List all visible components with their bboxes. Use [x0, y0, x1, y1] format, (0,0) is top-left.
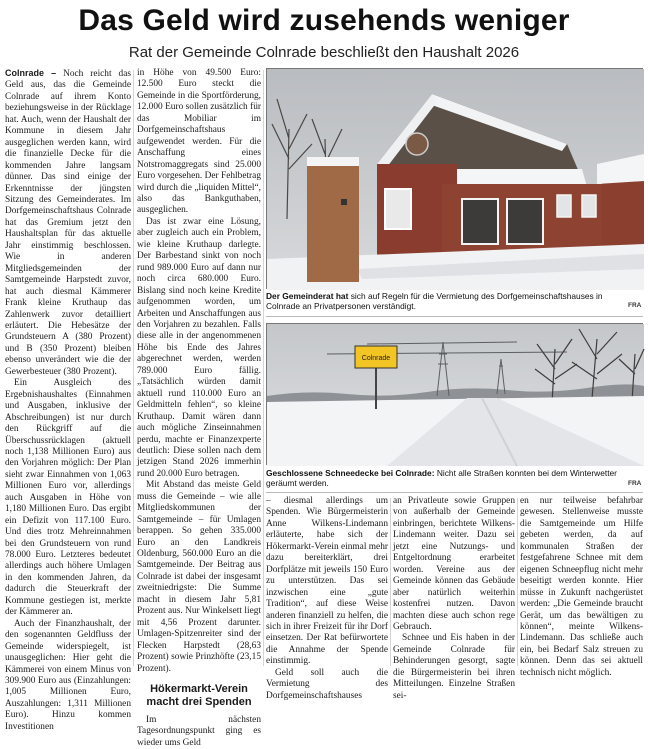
article-subheadline: Rat der Gemeinde Colnrade beschließt den Haushalt 2026 [128, 44, 520, 61]
paragraph: Auch der Finanzhaushalt, der den sogenannten Geldfluss der Gemeinde widerspiegelt, ist unausgeglichen: Hier geht die Kämmerei von einem Minus von 309.900 Euro aus (Einzahlungen: 1,005 Millionen Euro, Auszahlungen: 1,311 Millionen Euro). Hinzu kommen Investitionen [5, 618, 131, 732]
paragraph: Das ist zwar eine Lösung, aber zugleich auch ein Problem, wie kleine Kruthaup darlegte. Der Barbestand sinkt von noch rund 989.000 Euro auf dann nur noch circa 680.000 Euro. Bislang sind noch keine Kredite aufgenommen worden, um Arbeiten und Anschaffungen aus den Vorjahren zu bezahlen. Falls diese alle in der angenommenen Höhe bis Ende des Jahres abgerechnet werden, werden 789.000 Euro fällig. „Tatsächlich würden damit aktuell rund 110.000 Euro an Geldmitteln fehlen“, so kleine Kruthaup. Damit wären dann auch mögliche Zinseinnahmen perdu, machte er Finanzexperte deutlich: Diese sollen nach dem jetzigen Stand 2026 immerhin rund 20.000 Euro betragen. [137, 216, 261, 479]
paragraph: Im nächsten Tagesordnungspunkt ging es wieder ums Geld [137, 715, 261, 748]
section-subhead: Hökermarkt-Verein macht drei Spenden [146, 683, 252, 709]
photo-credit: FRA [628, 302, 642, 309]
column-divider [390, 498, 391, 666]
community-house-image [267, 69, 644, 290]
paragraph: Ein Ausgleich des Ergebnishaushaltes (Einnahmen und Ausgaben, inklusive der Abschreibungen) ist nur durch den Rückgriff auf die Überschussrücklagen (aktuell noch 1,138 Millionen Euro) aus den Vorjahren möglich: Der Plan sieht zwar Einnahmen von 1,063 Millionen Euro vor, allerdings auch Ausgaben in Höhe von 1,180 Millionen Euro. Das ergibt ein Defizit von 117.100 Euro. Und dies trotz Mehreinnahmen bei den Grundsteuern von rund 78.000 Euro. Letzteres bedeutet allerdings auch höhere Umlagen in den kommenden Jahren, da dadurch die Steuerkraft der Kommune gestiegen ist, merkte der Kämmerer an. [5, 378, 131, 618]
article-column-2 [137, 68, 261, 748]
photo-caption [266, 291, 621, 312]
paragraph: – diesmal allerdings um Spenden. Wie Bürgermeisterin Anne Wilkens-Lindemann erläuterte, habe sich der Hökermarkt-Verein einmal mehr dazu bereiterklärt, drei Dorfplätze mit jeweils 150 Euro zu unterstützen. Das sei inzwischen eine „gute Tradition“, auf diese Weise anderen finanziell zu helfen, die sich in ihrer Freizeit für ihr Dorf einsetzen. Der Rat befürwortete die Annahme der Spende einstimmig. [266, 496, 388, 667]
paragraph: an Privatleute sowie Gruppen von außerhalb der Gemeinde einbringen, berichtete Wilkens-Lindemann weiter. Dazu sei jetzt eine Nutzungs- und Entgeltordnung erarbeitet worden. Vereine aus der Gemeinde können das Gebäude aber natürlich weiterhin kostenfrei nutzen. Davon machten diese auch schon rege Gebrauch. [393, 496, 515, 632]
article-column-3 [266, 496, 388, 701]
paragraph: Geld soll auch die Vermietung des Dorfgemeinschaftshauses [266, 667, 388, 701]
caption-text: sich auf Regeln für die Vermietung des Dorfgemeinschaftshauses in Colnrade an Privatpersonen verständigt. [266, 291, 603, 312]
article-column-1 [5, 68, 131, 732]
paragraph: in Höhe von 49.500 Euro: 12.500 Euro steckt die Gemeinde in die Sportförderung, 12.000 Euro sollen zusätzlich für das Mobiliar im Dorfgemeinschaftshaus aufgewendet werden. Für die Anschaffung eines Notstromaggregats sind 25.000 Euro vorgesehen. Der Fehlbetrag wird durch die „liquiden Mittel“, also das Bankguthaben, ausgeglichen. [137, 68, 261, 216]
column-divider [263, 70, 264, 666]
photo-credit: FRA [628, 480, 642, 487]
dateline: Colnrade – [5, 68, 57, 78]
photo-snow-road [266, 323, 643, 465]
paragraph: Colnrade – Noch reicht das Geld aus, das die Gemeinde Colnrade auf ihrem Konto beziehungsweise in der Rücklage hat. Auch, wenn der Haushalt der Kommune in diesem Jahr ausgeglichen werden kann, wird die finanzielle Decke für die kommenden Jahre langsam dünner. Das sind einige der Erkenntnisse der jüngsten Sitzung des Gemeinderates. Im Dorfgemeinschaftshaus Colnrade hat das Gremium jetzt den Haushaltsplan für das aktuelle Jahr einstimmig beschlossen. Wie in anderen Mitgliedsgemeinden der Samtgemeinde Harpstedt zuvor, hat auch diesmal Kämmerer Frank kleine Kruthaup das Zahlenwerk zuvor detailliert erläutert. Die Hebesätze der Grundsteuern A (380 Prozent) und B (350 Prozent) bleiben ebenso unverändert wie die der Gewerbesteuer (380 Prozent). [5, 68, 131, 377]
paragraph: en nur teilweise befahrbar gewesen. Stellenweise musste die Samtgemeinde um Hilfe gebeten werden, da auf kommunalen Straßen der festgefahrene Schnee mit dem eigenen Schneepflug nicht mehr beseitigt werden konnte. Hier müsse in Zukunft nachgerüstet werden: „Die Gemeinde braucht Gerät, um das bewältigen zu können“, meinte Wilkens-Lindemann. Das schließe auch ein, bei Bedarf Salz streuen zu können. Denn das sei aktuell technisch nicht möglich. [520, 496, 643, 678]
column-divider [133, 70, 134, 666]
article-column-5 [520, 496, 643, 678]
caption-divider [266, 492, 643, 493]
photo-community-house [266, 68, 643, 289]
paragraph: Mit Abstand das meiste Geld muss die Gemeinde – wie alle Mitgliedskommunen der Samtgemeinde – für Umlagen berappen. So gehen 335.000 Euro an den Landkreis Oldenburg, 560.000 Euro an die Samtgemeinde. Der Beitrag aus Colnrade ist dabei der insgesamt zweitniedrigste: Die Summe macht in diesem Jahr 5,81 Prozent aus. Nur Winkelsett liegt mit 4,56 Prozent darunter. Umlagen-Spitzenreiter sind der Flecken Harpstedt (28,63 Prozent) sowie Prinzhöfte (23,15 Prozent). [137, 480, 261, 674]
paragraph: Schnee und Eis haben in der Gemeinde Colnrade für Behinderungen gesorgt, sagte die Bürgermeisterin bei ihren Mitteilungen. Einzelne Straßen sei- [393, 633, 515, 701]
caption-lead: Der Gemeinderat hat [266, 291, 349, 301]
article-column-4 [393, 496, 515, 701]
photo-caption [266, 468, 628, 489]
caption-text: Nicht alle Straßen konnten bei dem Winterwetter geräumt werden. [266, 468, 617, 489]
caption-divider [266, 316, 643, 317]
article-headline: Das Geld wird zusehends weniger [78, 4, 570, 37]
place-sign-text: Colnrade [361, 355, 391, 362]
snow-road-image [267, 324, 644, 466]
caption-lead: Geschlossene Schneedecke bei Colnrade: [266, 468, 435, 478]
column-divider [517, 498, 518, 666]
